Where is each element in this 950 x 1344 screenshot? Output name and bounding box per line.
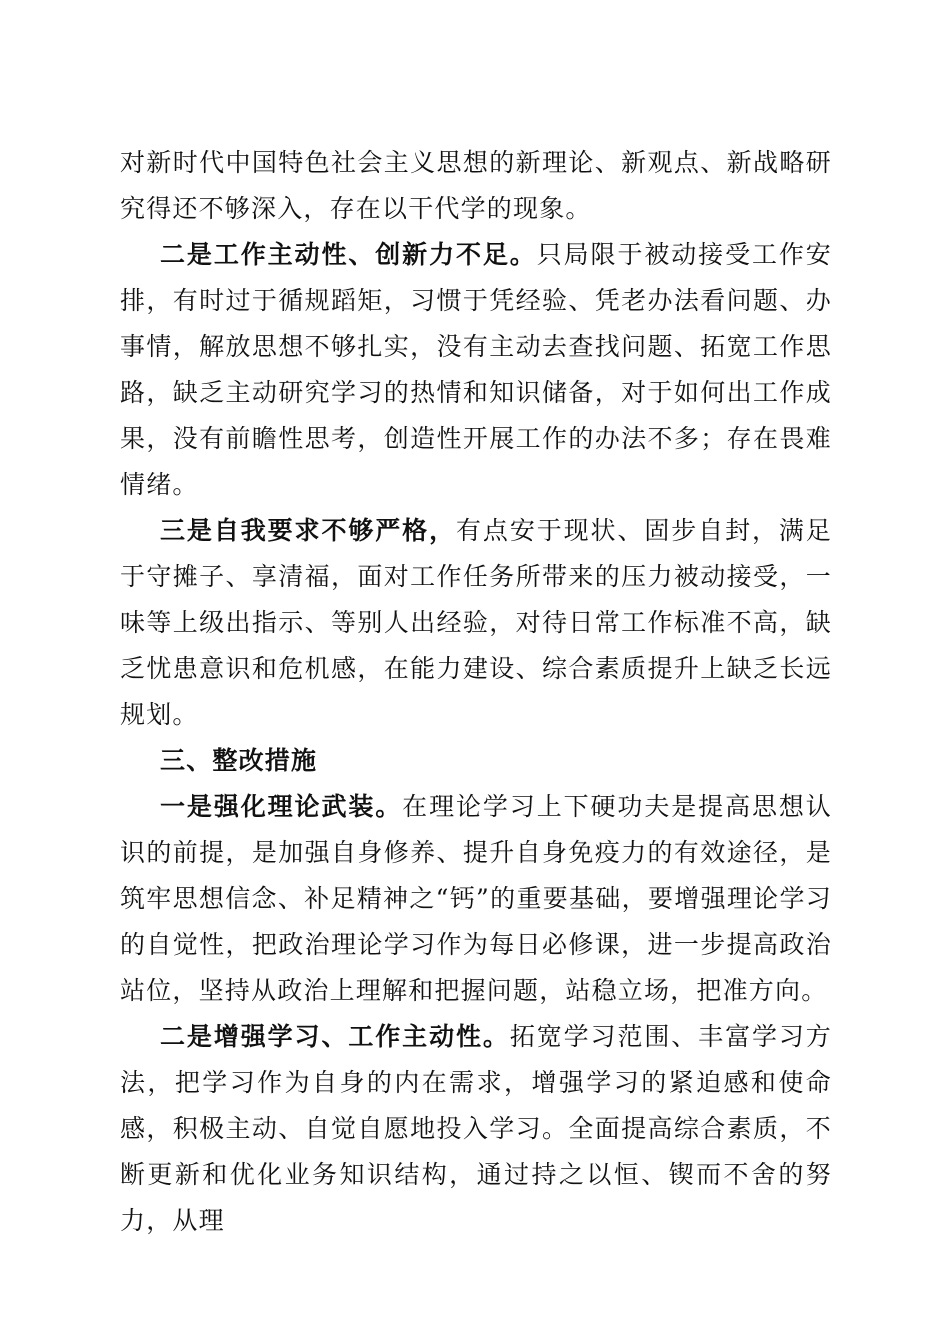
paragraph-text: 拓宽学习范围、丰富学习方法，把学习作为自身的内在需求，增强学习的紧迫感和使命感，积极主动、自觉自愿地投入学习。全面提高综合素质，不断更新和优化业务知识结构，通过持之以恒、锲而不舍的努力，从理 <box>120 1022 832 1235</box>
paragraph-problem-three <box>120 508 832 738</box>
paragraph-measure-one <box>120 784 832 1014</box>
paragraph-measure-two <box>120 1014 832 1244</box>
paragraph-lead: 三是自我要求不够严格， <box>160 516 456 545</box>
paragraph-lead: 一是强化理论武装。 <box>160 792 403 821</box>
paragraph-text: 对新时代中国特色社会主义思想的新理论、新观点、新战略研究得还不够深入，存在以干代学的现象。 <box>120 148 832 223</box>
paragraph-text: 有点安于现状、固步自封，满足于守摊子、享清福，面对工作任务所带来的压力被动接受，一味等上级出指示、等别人出经验，对待日常工作标准不高，缺乏忧患意识和危机感，在能力建设、综合素质提升上缺乏长远规划。 <box>120 516 833 729</box>
paragraph-lead: 二是增强学习、工作主动性。 <box>160 1022 510 1051</box>
paragraph-continuation <box>120 140 832 232</box>
paragraph-problem-two <box>120 232 832 508</box>
paragraph-text: 只局限于被动接受工作安排，有时过于循规蹈矩，习惯于凭经验、凭老办法看问题、办事情，解放思想不够扎实，没有主动去查找问题、拓宽工作思路，缺乏主动研究学习的热情和知识储备，对于如何出工作成果，没有前瞻性思考，创造性开展工作的办法不多；存在畏难情绪。 <box>120 240 832 499</box>
document-body <box>120 140 832 1244</box>
paragraph-lead: 二是工作主动性、创新力不足。 <box>160 240 537 269</box>
section-heading: 三、整改措施 <box>160 746 318 775</box>
paragraph-text: 在理论学习上下硬功夫是提高思想认识的前提，是加强自身修养、提升自身免疫力的有效途径，是筑牢思想信念、补足精神之“钙”的重要基础，要增强理论学习的自觉性，把政治理论学习作为每日必修课，进一步提高政治站位，坚持从政治上理解和把握问题，站稳立场，把准方向。 <box>120 792 832 1005</box>
